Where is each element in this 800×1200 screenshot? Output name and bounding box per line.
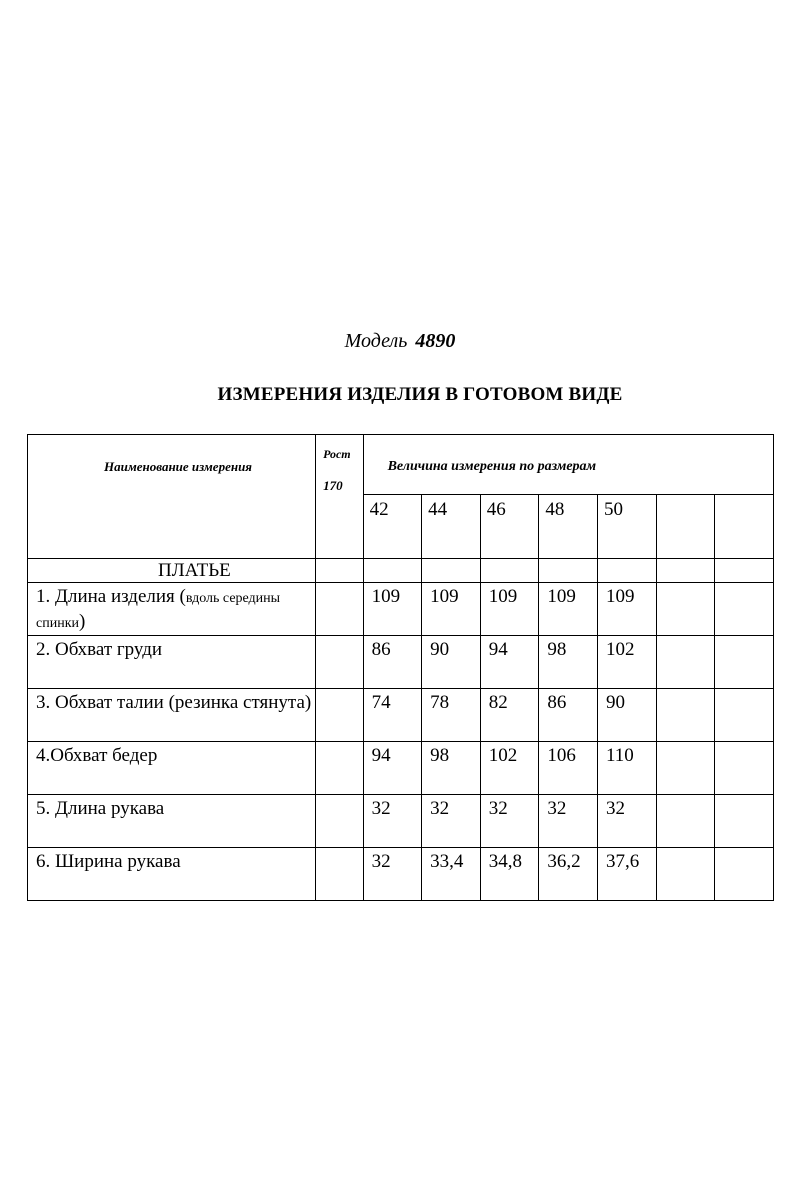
value-cell: 90 <box>598 689 657 742</box>
value-cell <box>656 848 715 901</box>
value-cell <box>656 689 715 742</box>
value-cell: 32 <box>539 795 598 848</box>
value-cell: 86 <box>539 689 598 742</box>
size-cell: 42 <box>363 495 422 559</box>
value-cell: 74 <box>363 689 422 742</box>
table-row <box>28 636 774 689</box>
header-rost-cell <box>316 435 364 559</box>
measurement-name <box>28 848 316 901</box>
empty-cell <box>422 559 481 583</box>
value-cell: 90 <box>422 636 481 689</box>
value-cell: 109 <box>363 583 422 636</box>
value-cell: 34,8 <box>480 848 539 901</box>
value-cell <box>656 583 715 636</box>
value-cell: 32 <box>422 795 481 848</box>
value-cell: 36,2 <box>539 848 598 901</box>
measurement-name <box>28 583 316 636</box>
header-rost-label: Рост <box>323 447 351 461</box>
value-cell: 33,4 <box>422 848 481 901</box>
size-cell: 50 <box>598 495 657 559</box>
value-cell: 32 <box>363 848 422 901</box>
value-cell: 106 <box>539 742 598 795</box>
section-label: ПЛАТЬЕ <box>28 559 316 583</box>
section-row <box>28 559 774 583</box>
value-cell: 102 <box>598 636 657 689</box>
value-cell: 86 <box>363 636 422 689</box>
size-cell <box>715 495 774 559</box>
empty-cell <box>363 559 422 583</box>
value-cell <box>715 583 774 636</box>
header-values-cell: Величина измерения по размерам <box>363 435 773 495</box>
measurement-name <box>28 795 316 848</box>
size-cell: 46 <box>480 495 539 559</box>
model-label: Модель <box>344 330 408 352</box>
empty-cell <box>598 559 657 583</box>
value-cell: 102 <box>480 742 539 795</box>
header-rost-value: 170 <box>323 478 343 493</box>
value-cell <box>715 636 774 689</box>
rost-cell <box>316 689 364 742</box>
measurement-label: 5. Длина рукава <box>36 798 165 819</box>
value-cell <box>715 689 774 742</box>
empty-cell <box>480 559 539 583</box>
value-cell: 109 <box>598 583 657 636</box>
model-line <box>0 330 800 353</box>
rost-cell <box>316 795 364 848</box>
empty-cell <box>539 559 598 583</box>
value-cell <box>715 742 774 795</box>
value-cell: 82 <box>480 689 539 742</box>
measurement-label: 1. Длина изделия ( <box>36 586 186 607</box>
measurement-note: вдоль середины спинки <box>36 591 281 631</box>
value-cell: 109 <box>539 583 598 636</box>
size-cell: 48 <box>539 495 598 559</box>
table-row <box>28 689 774 742</box>
rost-cell <box>316 742 364 795</box>
value-cell: 98 <box>422 742 481 795</box>
measurement-label: 6. Ширина рукава <box>36 851 181 872</box>
value-cell: 110 <box>598 742 657 795</box>
measurement-label: 3. Обхват талии (резинка стянута) <box>36 692 312 713</box>
empty-cell <box>715 559 774 583</box>
measurement-label: 2. Обхват груди <box>36 639 163 660</box>
value-cell <box>656 636 715 689</box>
header-row <box>28 435 774 495</box>
empty-cell <box>656 559 715 583</box>
value-cell <box>656 795 715 848</box>
rost-cell <box>316 583 364 636</box>
value-cell: 37,6 <box>598 848 657 901</box>
table-row <box>28 848 774 901</box>
value-cell: 94 <box>363 742 422 795</box>
rost-cell <box>316 848 364 901</box>
measurement-label: 4.Обхват бедер <box>36 745 158 766</box>
value-cell: 32 <box>363 795 422 848</box>
value-cell <box>715 795 774 848</box>
model-number: 4890 <box>415 330 456 352</box>
empty-cell <box>316 559 364 583</box>
value-cell: 94 <box>480 636 539 689</box>
document-title: ИЗМЕРЕНИЯ ИЗДЕЛИЯ В ГОТОВОМ ВИДЕ <box>217 384 623 405</box>
table-row <box>28 742 774 795</box>
measurement-name <box>28 742 316 795</box>
header-name-cell: Наименование измерения <box>28 435 316 559</box>
rost-cell <box>316 636 364 689</box>
value-cell: 78 <box>422 689 481 742</box>
table-row <box>28 583 774 636</box>
size-cell: 44 <box>422 495 481 559</box>
value-cell: 32 <box>480 795 539 848</box>
value-cell <box>656 742 715 795</box>
value-cell <box>715 848 774 901</box>
measurements-table-wrapper <box>27 434 774 901</box>
measurement-suffix: ) <box>78 611 86 632</box>
value-cell: 32 <box>598 795 657 848</box>
value-cell: 109 <box>422 583 481 636</box>
measurement-name <box>28 689 316 742</box>
measurements-table <box>27 434 774 901</box>
value-cell: 98 <box>539 636 598 689</box>
value-cell: 109 <box>480 583 539 636</box>
size-cell <box>656 495 715 559</box>
table-row <box>28 795 774 848</box>
measurement-name <box>28 636 316 689</box>
